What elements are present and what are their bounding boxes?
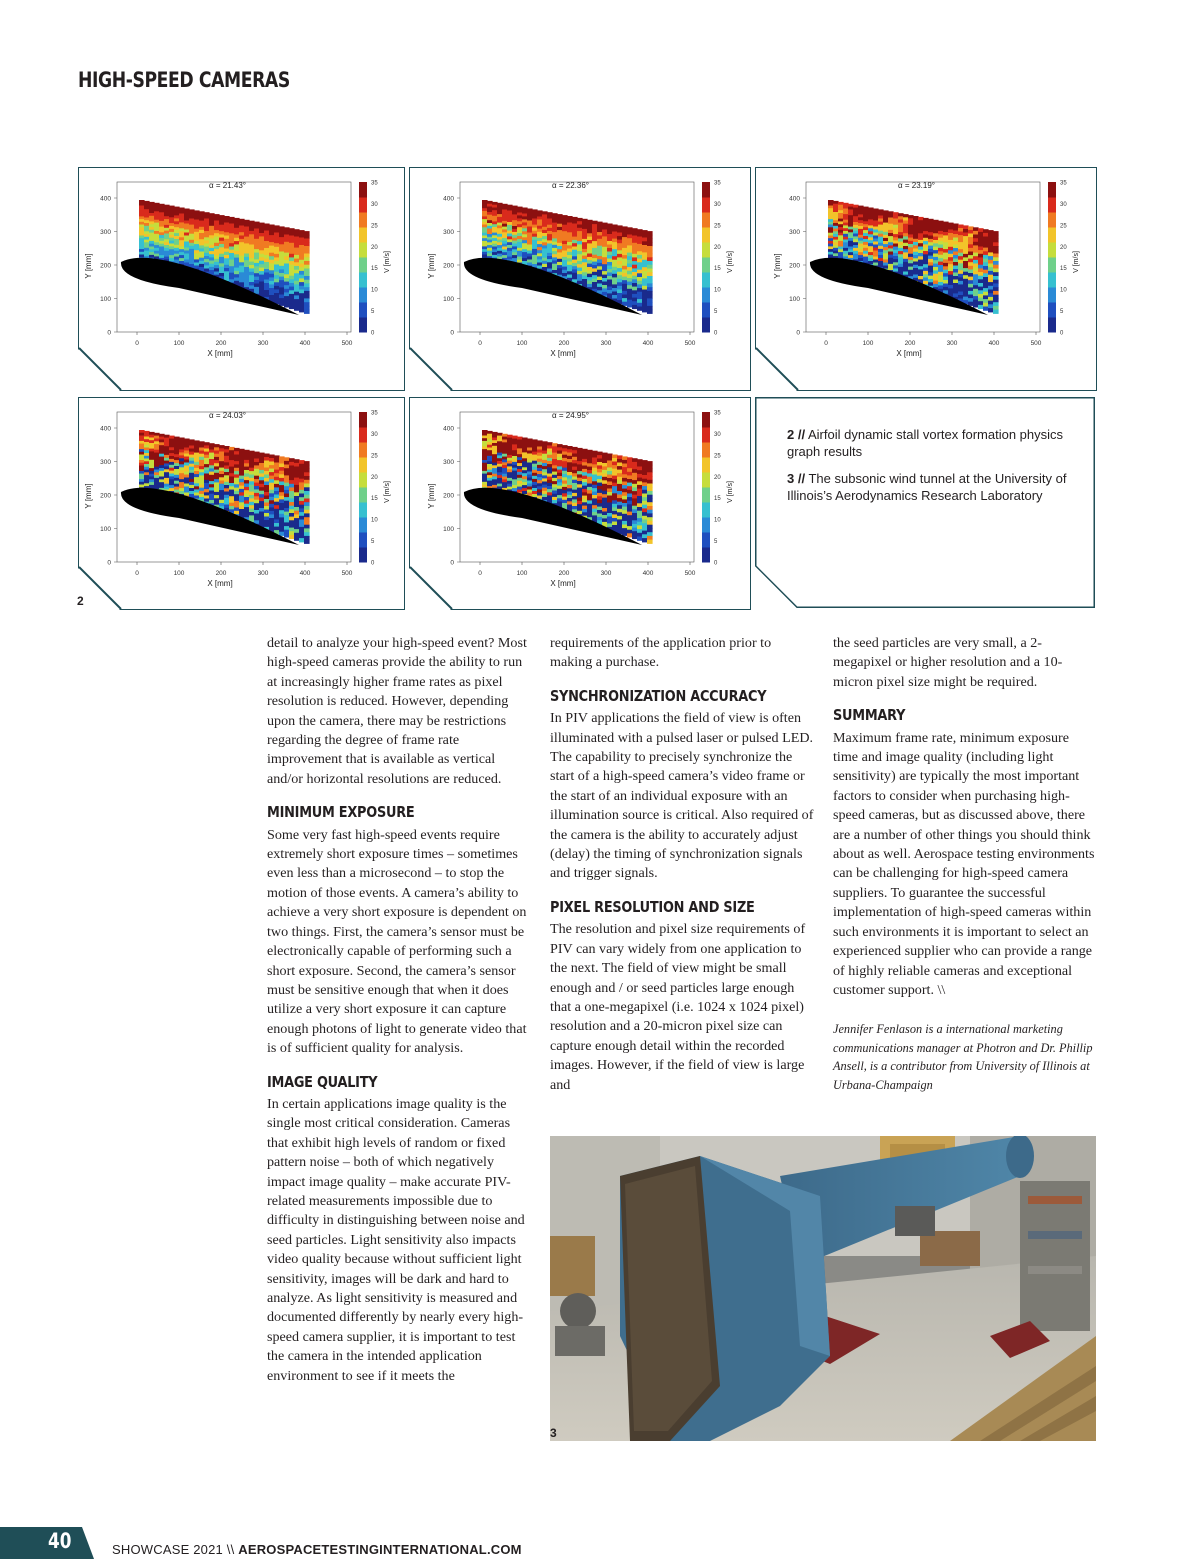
colorbar-tick-label: 35 [714,410,721,417]
caption-fig2-number: 2 // [787,427,806,442]
figure-2-number: 2 [77,594,84,608]
x-tick-label: 400 [642,570,654,577]
x-tick-label: 100 [862,340,874,347]
colorbar-tick-label: 35 [714,180,721,187]
footer-publication-label: SHOWCASE 2021 \\ [112,1542,239,1557]
piv-plot-canvas [79,168,404,390]
article-column-2 [550,634,814,1095]
synchronization-paragraph: In PIV applications the field of view is often illuminated with a pulsed laser or pulsed LED. The capability to precisely synchronize the start of a high-speed camera’s video frame or the start of an individual exposure with an illumination source is critical. Also required of the camera is the ability to accurately adjust (delay) the timing of synchronization signals and trigger signals. [550,710,814,882]
y-tick-label: 200 [100,492,111,500]
heading-synchronization: SYNCHRONIZATION ACCURACY [550,686,767,705]
y-tick-label: 0 [796,329,800,337]
caption-fig2-text: Airfoil dynamic stall vortex formation physics graph results [787,427,1064,459]
col3-intro-paragraph: the seed particles are very small, a 2-megapixel or higher resolution and a 10-micron pixel size might be required. [833,635,1063,690]
piv-plot-canvas [410,398,750,609]
y-tick-label: 300 [100,459,111,466]
piv-plot-5 [409,397,751,610]
y-tick-label: 400 [789,195,800,203]
y-axis-label: Y [mm] [773,253,782,279]
y-tick-label: 200 [789,262,800,270]
x-tick-label: 300 [257,340,269,347]
x-axis-label: X [mm] [207,349,233,358]
x-tick-label: 200 [904,340,916,347]
plot-alpha-label: α = 21.43° [209,181,246,190]
y-tick-label: 400 [443,425,454,433]
x-tick-label: 300 [600,340,612,347]
colorbar-tick-label: 20 [371,244,378,251]
plot-alpha-label: α = 23.19° [898,181,935,190]
plot-alpha-label: α = 24.03° [209,411,246,420]
y-tick-label: 400 [100,195,111,203]
x-tick-label: 300 [946,340,958,347]
colorbar-tick-label: 0 [1060,330,1064,337]
x-tick-label: 200 [215,570,227,577]
y-tick-label: 100 [443,526,454,533]
x-tick-label: 0 [135,570,139,577]
caption-fig2 [787,426,1077,460]
colorbar-tick-label: 30 [371,201,378,208]
article-column-3 [833,634,1095,1094]
colorbar-tick-label: 0 [371,330,375,337]
y-axis-label: Y [mm] [84,483,93,509]
y-tick-label: 200 [443,492,454,500]
x-tick-label: 200 [558,340,570,347]
colorbar-tick-label: 10 [371,287,378,294]
colorbar-tick-label: 15 [371,496,378,503]
x-tick-label: 500 [1030,340,1042,347]
colorbar-tick-label: 5 [371,309,375,316]
y-tick-label: 400 [100,425,111,433]
x-tick-label: 400 [299,340,311,347]
heading-minimum-exposure: MINIMUM EXPOSURE [267,803,415,822]
y-tick-label: 300 [100,229,111,236]
colorbar-tick-label: 5 [1060,309,1064,316]
y-tick-label: 300 [443,459,454,466]
x-tick-label: 500 [341,570,353,577]
y-tick-label: 200 [100,262,111,270]
y-tick-label: 0 [107,329,111,337]
x-axis-label: X [mm] [896,349,922,358]
x-tick-label: 300 [257,570,269,577]
colorbar-tick-label: 25 [714,453,721,460]
x-tick-label: 400 [988,340,1000,347]
x-tick-label: 0 [478,570,482,577]
piv-plot-1 [78,167,405,391]
colorbar-tick-label: 5 [714,539,718,546]
page-number-tab-shape [0,1527,94,1559]
y-tick-label: 300 [789,229,800,236]
caption-fig3 [787,470,1077,504]
y-tick-label: 300 [443,229,454,236]
image-quality-paragraph: In certain applications image quality is the single most critical consideration. Cameras that exhibit high levels of random or fixed pattern noise – both of which negatively impact image quality – make accurate PIV-related measurements impossible due to difficulty in distinguishing between noise and seed particles. Light sensitivity also impacts video quality because without sufficient light sensitivity, images will be dark and hard to analyze. As light sensitivity is measured and documented differently by nearly every high-speed camera supplier, it is important to test the camera in the intended application environment to see if it meets the [267,1095,525,1384]
colorbar-tick-label: 0 [371,560,375,567]
x-tick-label: 400 [299,570,311,577]
y-tick-label: 200 [443,262,454,270]
colorbar-tick-label: 15 [371,266,378,273]
colorbar-tick-label: 10 [714,287,721,294]
colorbar-tick-label: 25 [371,453,378,460]
col1-intro-paragraph: detail to analyze your high-speed event? Most high-speed cameras provide the ability to run at increasingly higher frame rates as pixel resolution is reduced. However, depending upon the camera, there may be restrictions regarding the degree of frame rate improvement that is available as vertical and/or horizontal resolutions are reduced. [267,635,527,787]
x-tick-label: 100 [516,340,528,347]
colorbar-label: V [m/s] [384,251,391,273]
wind-tunnel-photo [550,1136,1096,1441]
colorbar-tick-label: 25 [1060,223,1067,230]
heading-summary: SUMMARY [833,706,906,725]
y-tick-label: 0 [107,559,111,567]
y-axis-label: Y [mm] [84,253,93,279]
pixel-resolution-paragraph: The resolution and pixel size requirements of PIV can vary widely from one application to the next. The field of view might be small enough and / or seed particles large enough that a one-megapixel (i.e. 1024 x 1024 pixel) resolution and a 20-micron pixel size can capture enough detail within the recorded images. However, if the field of view is large and [550,921,806,1093]
colorbar-tick-label: 30 [1060,201,1067,208]
caption-panel [755,397,1095,608]
piv-plot-4 [78,397,405,610]
heading-image-quality: IMAGE QUALITY [267,1072,378,1091]
section-title: HIGH-SPEED CAMERAS [78,68,290,92]
footer-url: AEROSPACETESTINGINTERNATIONAL.COM [238,1542,522,1557]
colorbar-tick-label: 20 [1060,244,1067,251]
colorbar-tick-label: 25 [714,223,721,230]
x-tick-label: 100 [516,570,528,577]
colorbar-tick-label: 30 [371,431,378,438]
colorbar-tick-label: 15 [1060,266,1067,273]
caption-fig3-text: The subsonic wind tunnel at the University of Illinois’s Aerodynamics Research Laboratory [787,471,1067,503]
y-axis-label: Y [mm] [427,483,436,509]
piv-plot-3 [755,167,1097,391]
page-number-tab [0,1527,94,1559]
y-tick-label: 0 [450,559,454,567]
y-axis-label: Y [mm] [427,253,436,279]
y-tick-label: 100 [443,296,454,303]
author-bio: Jennifer Fenlason is a international marketing communications manager at Photron and Dr. Phillip Ansell, is a contributor from University of Illinois at Urbana-Champaign [833,1022,1093,1092]
summary-paragraph: Maximum frame rate, minimum exposure time and image quality (including light sensitivity) are typically the most important factors to consider when purchasing high-speed cameras, but as discussed above, there are a number of other things you should think about as well. Aerospace testing environments can be challenging for high-speed camera suppliers. To guarantee the successful implementation of high-speed cameras within such environments it is important to select an experienced supplier who can provide a range of highly reliable cameras and exceptional customer support. \\ [833,729,1095,998]
colorbar-tick-label: 10 [371,517,378,524]
colorbar-label: V [m/s] [727,481,734,503]
min-exposure-paragraph: Some very fast high-speed events require extremely short exposure times – sometimes even less than a microsecond – to stop the motion of those events. A camera’s ability to achieve a very short exposure is dependent on two things. First, the camera’s sensor must be electronically capable of performing such a short exposure. Second, the camera’s sensor must be sensitive enough that when it does utilize a very short exposure it can capture enough photons of light to generate video that is of sufficient quality for analysis. [267,826,527,1057]
x-tick-label: 200 [215,340,227,347]
piv-plot-2 [409,167,751,391]
x-tick-label: 500 [684,340,696,347]
article-column-1 [267,634,531,1386]
caption-fig3-number: 3 // [787,471,806,486]
colorbar-tick-label: 30 [714,201,721,208]
x-tick-label: 0 [135,340,139,347]
wind-tunnel-illustration [550,1136,1096,1441]
y-tick-label: 0 [450,329,454,337]
x-tick-label: 500 [341,340,353,347]
x-axis-label: X [mm] [207,579,233,588]
colorbar-tick-label: 35 [371,180,378,187]
colorbar-tick-label: 15 [714,496,721,503]
colorbar-tick-label: 20 [714,244,721,251]
colorbar-tick-label: 30 [714,431,721,438]
plot-alpha-label: α = 24.95° [552,411,589,420]
plot-alpha-label: α = 22.36° [552,181,589,190]
x-tick-label: 500 [684,570,696,577]
y-tick-label: 100 [100,526,111,533]
colorbar-tick-label: 25 [371,223,378,230]
colorbar-tick-label: 10 [714,517,721,524]
x-axis-label: X [mm] [550,579,576,588]
colorbar-tick-label: 15 [714,266,721,273]
colorbar-tick-label: 5 [371,539,375,546]
y-tick-label: 400 [443,195,454,203]
x-tick-label: 200 [558,570,570,577]
x-tick-label: 0 [824,340,828,347]
colorbar-label: V [m/s] [727,251,734,273]
colorbar-tick-label: 0 [714,560,718,567]
y-tick-label: 100 [789,296,800,303]
piv-plot-canvas [756,168,1096,390]
x-tick-label: 0 [478,340,482,347]
x-tick-label: 100 [173,340,185,347]
colorbar-tick-label: 10 [1060,287,1067,294]
piv-plot-canvas [410,168,750,390]
x-tick-label: 300 [600,570,612,577]
x-tick-label: 400 [642,340,654,347]
piv-plot-canvas [79,398,404,609]
x-axis-label: X [mm] [550,349,576,358]
heading-pixel-resolution: PIXEL RESOLUTION AND SIZE [550,897,755,916]
colorbar-tick-label: 20 [714,474,721,481]
footer-publication [112,1542,522,1557]
colorbar-label: V [m/s] [1073,251,1080,273]
colorbar-tick-label: 0 [714,330,718,337]
page-number: 40 [48,1529,72,1553]
col2-intro-paragraph: requirements of the application prior to making a purchase. [550,635,772,671]
colorbar-tick-label: 35 [371,410,378,417]
y-tick-label: 100 [100,296,111,303]
colorbar-tick-label: 5 [714,309,718,316]
x-tick-label: 100 [173,570,185,577]
colorbar-label: V [m/s] [384,481,391,503]
colorbar-tick-label: 20 [371,474,378,481]
figure-3-number: 3 [550,1426,557,1440]
colorbar-tick-label: 35 [1060,180,1067,187]
